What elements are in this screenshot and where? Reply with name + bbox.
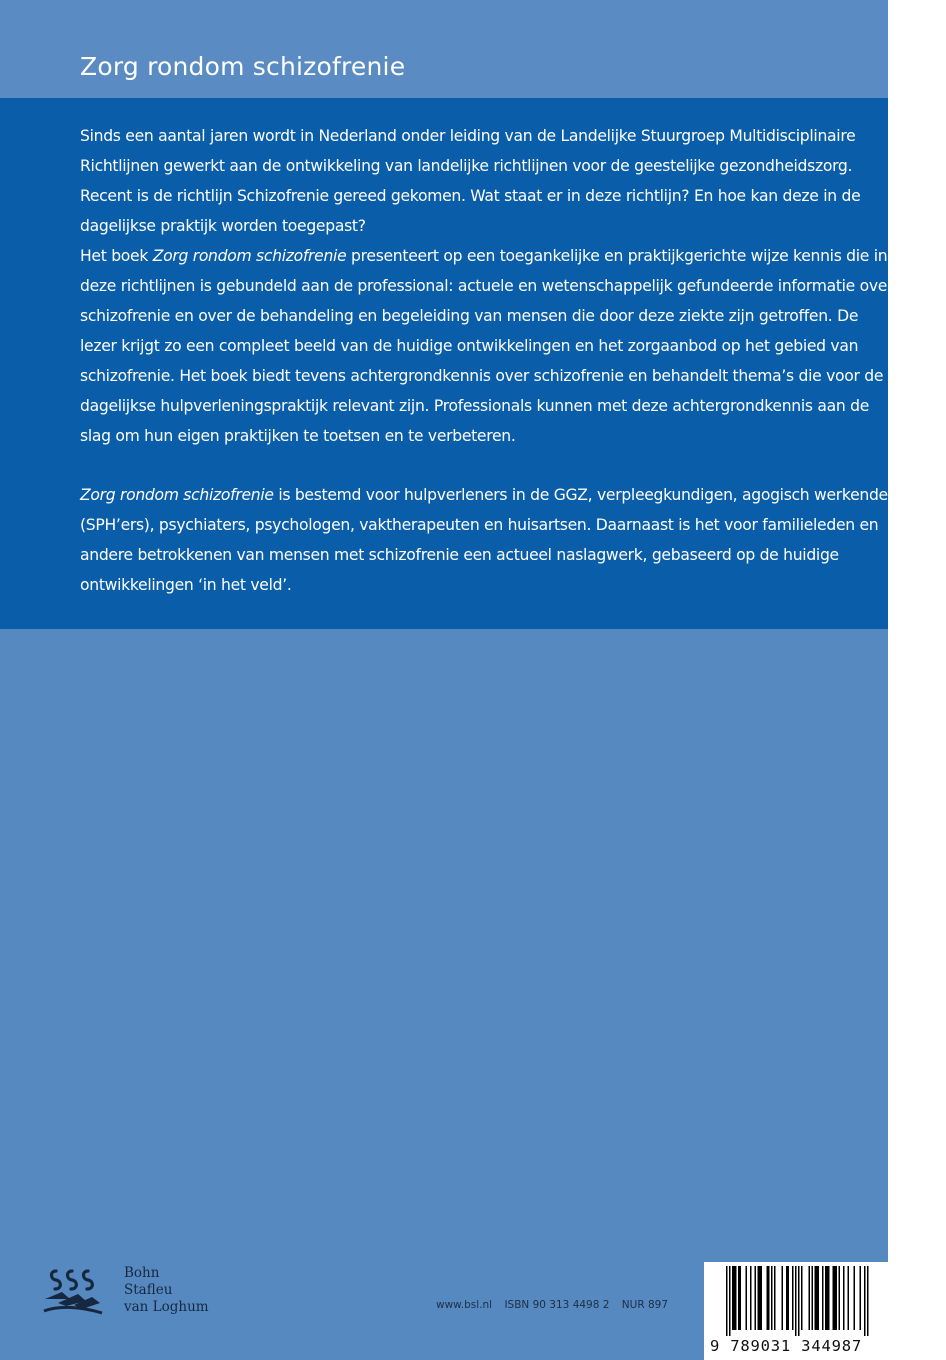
barcode-bar	[798, 1266, 800, 1336]
blurb-text: is bestemd voor hulpverleners in de GGZ, verpleegkundigen, agogisch werkenden	[273, 486, 898, 504]
publisher-name	[124, 1265, 209, 1316]
bsl-logo-icon	[42, 1265, 104, 1317]
book-title-italic: Zorg rondom schizofrenie	[152, 247, 347, 265]
barcode-bar	[735, 1266, 737, 1330]
book-title: Zorg rondom schizofrenie	[80, 52, 406, 81]
blurb-line: Richtlijnen gewerkt aan de ontwikkeling van landelijke richtlijnen voor de geestelijke gezondheidszorg.	[80, 157, 853, 175]
blurb-line: (SPH’ers), psychiaters, psychologen, vaktherapeuten en huisartsen. Daarnaast is het voor familieleden en	[80, 516, 879, 534]
barcode-bar	[848, 1266, 850, 1330]
barcode-bar	[809, 1266, 811, 1330]
barcode-bar	[738, 1266, 740, 1330]
publisher-name-line: Stafleu	[124, 1282, 173, 1298]
imprint-line	[436, 1299, 668, 1311]
barcode-bar	[771, 1266, 773, 1330]
blurb-line: schizofrenie en over de behandeling en begeleiding van mensen die door deze ziekte zijn getroffen. De	[80, 307, 859, 325]
barcode-bar	[860, 1266, 862, 1330]
blurb-line: andere betrokkenen van mensen met schizofrenie een actueel naslagwerk, gebaseerd op de huidige	[80, 546, 839, 564]
blurb-line	[80, 241, 888, 271]
barcode-bar	[755, 1266, 757, 1330]
publisher-name-line: Bohn	[124, 1265, 160, 1281]
blurb-line: lezer krijgt zo een compleet beeld van de huidige ontwikkelingen en het zorgaanbod op het gebied van	[80, 337, 859, 355]
barcode-bar	[812, 1266, 814, 1330]
barcode-bar	[843, 1266, 845, 1330]
barcode-bar	[801, 1266, 803, 1330]
barcode-bar	[726, 1266, 728, 1336]
ean-barcode	[726, 1266, 876, 1336]
isbn-text: ISBN 90 313 4498 2	[504, 1299, 610, 1311]
barcode-bar	[750, 1266, 752, 1330]
blurb-line: dagelijkse praktijk worden toegepast?	[80, 217, 366, 235]
barcode-bar	[827, 1266, 829, 1330]
barcode-bar	[818, 1266, 820, 1330]
blurb-text: presenteert op een toegankelijke en praktijkgerichte wijze kennis die in	[346, 247, 888, 265]
barcode-bar	[815, 1266, 817, 1330]
blurb-line: Recent is de richtlijn Schizofrenie gereed gekomen. Wat staat er in deze richtlijn? En hoe kan deze in de	[80, 187, 861, 205]
barcode-bar	[825, 1266, 827, 1330]
barcode-bar	[786, 1266, 788, 1330]
barcode-digits: 9 789031 344987	[710, 1337, 862, 1355]
barcode-bar	[767, 1266, 769, 1330]
barcode-bar	[758, 1266, 760, 1330]
blurb-paragraph-1	[80, 121, 861, 241]
barcode-bar	[729, 1266, 731, 1336]
barcode-bar	[734, 1266, 736, 1330]
barcode-bar	[822, 1266, 824, 1330]
barcode-bar	[788, 1266, 790, 1330]
barcode-area	[704, 1262, 888, 1360]
barcode-bar	[836, 1266, 838, 1330]
barcode-bar	[782, 1266, 784, 1330]
barcode-bar	[867, 1266, 869, 1336]
blurb-line: deze richtlijnen is gebundeld aan de professional: actuele en wetenschappelijk gefundeerde informatie over	[80, 277, 894, 295]
blurb-paragraph-2	[80, 241, 894, 451]
barcode-bar	[833, 1266, 835, 1330]
barcode-bar	[795, 1266, 797, 1336]
barcode-bar	[774, 1266, 776, 1330]
nur-code: NUR 897	[621, 1299, 668, 1311]
blurb-line: schizofrenie. Het boek biedt tevens achtergrondkennis over schizofrenie en behandelt thema’s die voor de	[80, 367, 884, 385]
barcode-bar	[761, 1266, 763, 1330]
publisher-name-line: van Loghum	[124, 1299, 209, 1315]
barcode-bar	[792, 1266, 794, 1330]
barcode-bar	[834, 1266, 836, 1330]
blurb-paragraph-3	[80, 480, 898, 600]
blurb-line: ontwikkelingen ‘in het veld’.	[80, 576, 292, 594]
barcode-bar	[759, 1266, 761, 1330]
publisher-website: www.bsl.nl	[436, 1299, 493, 1311]
blurb-line: slag om hun eigen praktijken te toetsen en te verbeteren.	[80, 427, 516, 445]
blurb-line	[80, 480, 898, 510]
barcode-bar	[839, 1266, 841, 1330]
barcode-bar	[864, 1266, 866, 1336]
barcode-bar	[768, 1266, 770, 1330]
book-title-italic: Zorg rondom schizofrenie	[80, 486, 274, 504]
blurb-line: Sinds een aantal jaren wordt in Nederland onder leiding van de Landelijke Stuurgroep Multidisciplinaire	[80, 127, 856, 145]
title-band	[0, 0, 888, 98]
blurb-line: dagelijkse hulpverleningspraktijk relevant zijn. Professionals kunnen met deze achtergrondkennis aan de	[80, 397, 870, 415]
barcode-bar	[732, 1266, 734, 1330]
barcode-bar	[740, 1266, 742, 1330]
barcode-bar	[746, 1266, 748, 1330]
barcode-bar	[828, 1266, 830, 1330]
barcode-bar	[854, 1266, 856, 1330]
barcode-bar	[816, 1266, 818, 1330]
blurb-text: Het boek	[80, 247, 153, 265]
